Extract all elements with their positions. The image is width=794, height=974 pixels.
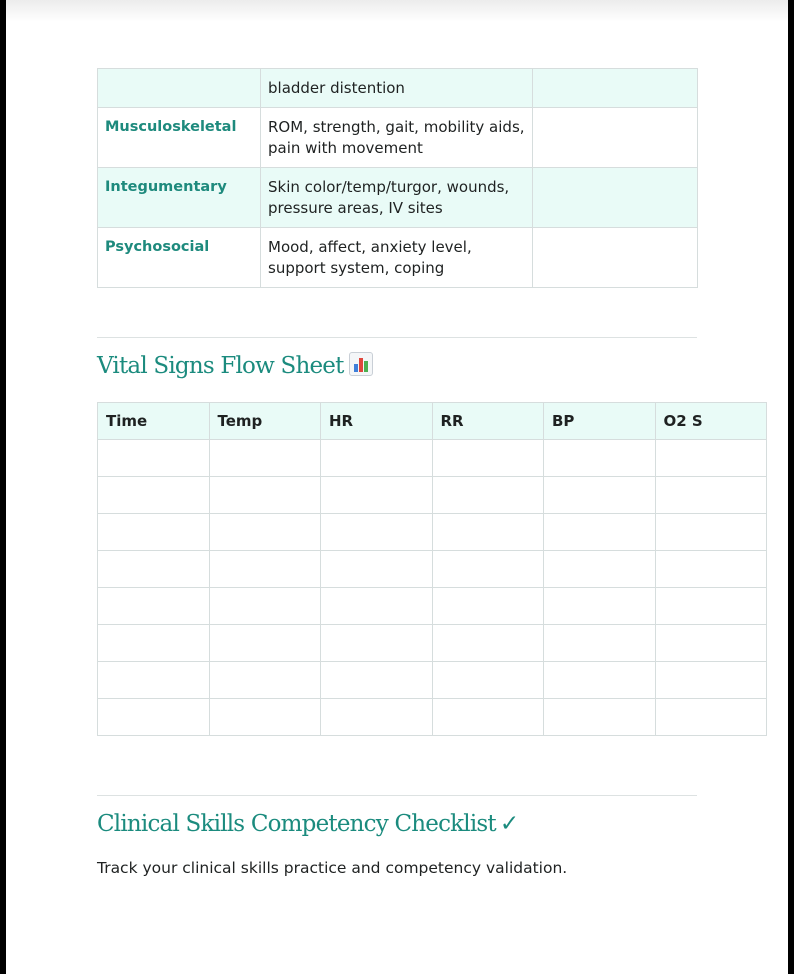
vitals-cell[interactable]	[432, 440, 544, 477]
vitals-table-container	[97, 402, 703, 742]
vitals-cell[interactable]	[98, 514, 210, 551]
category-cell	[98, 69, 261, 108]
bar-chart-emoji-icon	[349, 352, 373, 376]
vitals-cell[interactable]	[98, 625, 210, 662]
vitals-header-cell: O2 S	[655, 403, 767, 440]
category-cell: Integumentary	[98, 168, 261, 228]
vitals-cell[interactable]	[544, 477, 656, 514]
vitals-title: Vital Signs Flow Sheet	[97, 353, 344, 379]
vitals-row	[98, 588, 767, 625]
category-cell: Psychosocial	[98, 228, 261, 288]
vitals-header-cell: HR	[321, 403, 433, 440]
vitals-table	[97, 402, 767, 736]
vitals-cell[interactable]	[321, 662, 433, 699]
table-row	[98, 168, 698, 228]
vitals-cell[interactable]	[98, 551, 210, 588]
vitals-cell[interactable]	[655, 514, 767, 551]
vitals-cell[interactable]	[655, 588, 767, 625]
category-cell: Musculoskeletal	[98, 108, 261, 168]
vitals-row	[98, 514, 767, 551]
vitals-cell[interactable]	[544, 440, 656, 477]
vitals-cell[interactable]	[655, 440, 767, 477]
notes-cell[interactable]	[533, 228, 698, 288]
vitals-cell[interactable]	[321, 699, 433, 736]
vitals-cell[interactable]	[432, 699, 544, 736]
vitals-cell[interactable]	[432, 662, 544, 699]
vitals-cell[interactable]	[544, 588, 656, 625]
assessment-table	[97, 68, 698, 288]
vitals-cell[interactable]	[544, 514, 656, 551]
notes-cell[interactable]	[533, 168, 698, 228]
vitals-cell[interactable]	[209, 440, 321, 477]
vitals-cell[interactable]	[321, 514, 433, 551]
vitals-cell[interactable]	[98, 662, 210, 699]
section-divider	[97, 795, 697, 796]
vitals-cell[interactable]	[321, 625, 433, 662]
notes-cell[interactable]	[533, 108, 698, 168]
vitals-cell[interactable]	[321, 440, 433, 477]
vitals-cell[interactable]	[655, 625, 767, 662]
vitals-row	[98, 625, 767, 662]
focus-cell: Skin color/temp/turgor, wounds, pressure areas, IV sites	[261, 168, 533, 228]
vitals-header-cell: RR	[432, 403, 544, 440]
vitals-row	[98, 699, 767, 736]
notes-cell[interactable]	[533, 69, 698, 108]
vitals-cell[interactable]	[655, 699, 767, 736]
vitals-cell[interactable]	[655, 551, 767, 588]
vitals-row	[98, 662, 767, 699]
section-divider	[97, 337, 697, 338]
vitals-cell[interactable]	[98, 477, 210, 514]
vitals-header-row	[98, 403, 767, 440]
vitals-cell[interactable]	[98, 440, 210, 477]
vitals-row	[98, 440, 767, 477]
vitals-cell[interactable]	[209, 662, 321, 699]
vitals-cell[interactable]	[544, 625, 656, 662]
vitals-cell[interactable]	[655, 662, 767, 699]
vitals-header-cell: BP	[544, 403, 656, 440]
vitals-cell[interactable]	[432, 477, 544, 514]
vitals-cell[interactable]	[321, 477, 433, 514]
vitals-cell[interactable]	[209, 514, 321, 551]
vitals-cell[interactable]	[209, 625, 321, 662]
vitals-row	[98, 551, 767, 588]
vitals-cell[interactable]	[98, 699, 210, 736]
vitals-cell[interactable]	[432, 551, 544, 588]
vitals-cell[interactable]	[544, 551, 656, 588]
vitals-cell[interactable]	[209, 551, 321, 588]
vitals-cell[interactable]	[544, 699, 656, 736]
vitals-cell[interactable]	[321, 588, 433, 625]
vitals-cell[interactable]	[321, 551, 433, 588]
vitals-cell[interactable]	[209, 588, 321, 625]
vitals-cell[interactable]	[209, 699, 321, 736]
vitals-cell[interactable]	[432, 588, 544, 625]
focus-cell: bladder distention	[261, 69, 533, 108]
skills-intro-text: Track your clinical skills practice and competency validation.	[97, 859, 568, 877]
vitals-cell[interactable]	[544, 662, 656, 699]
vitals-header-cell: Temp	[209, 403, 321, 440]
vitals-cell[interactable]	[432, 514, 544, 551]
table-row	[98, 228, 698, 288]
skills-heading	[97, 811, 518, 837]
vitals-cell[interactable]	[98, 588, 210, 625]
vitals-row	[98, 477, 767, 514]
vitals-heading	[97, 352, 373, 379]
check-mark-icon: ✓	[499, 811, 519, 837]
document-page	[6, 0, 788, 974]
focus-cell: Mood, affect, anxiety level, support system, coping	[261, 228, 533, 288]
vitals-header-cell: Time	[98, 403, 210, 440]
vitals-cell[interactable]	[209, 477, 321, 514]
focus-cell: ROM, strength, gait, mobility aids, pain with movement	[261, 108, 533, 168]
table-row	[98, 69, 698, 108]
vitals-cell[interactable]	[655, 477, 767, 514]
vitals-cell[interactable]	[432, 625, 544, 662]
table-row	[98, 108, 698, 168]
page-top-shadow	[6, 0, 788, 22]
skills-title: Clinical Skills Competency Checklist	[97, 811, 496, 837]
